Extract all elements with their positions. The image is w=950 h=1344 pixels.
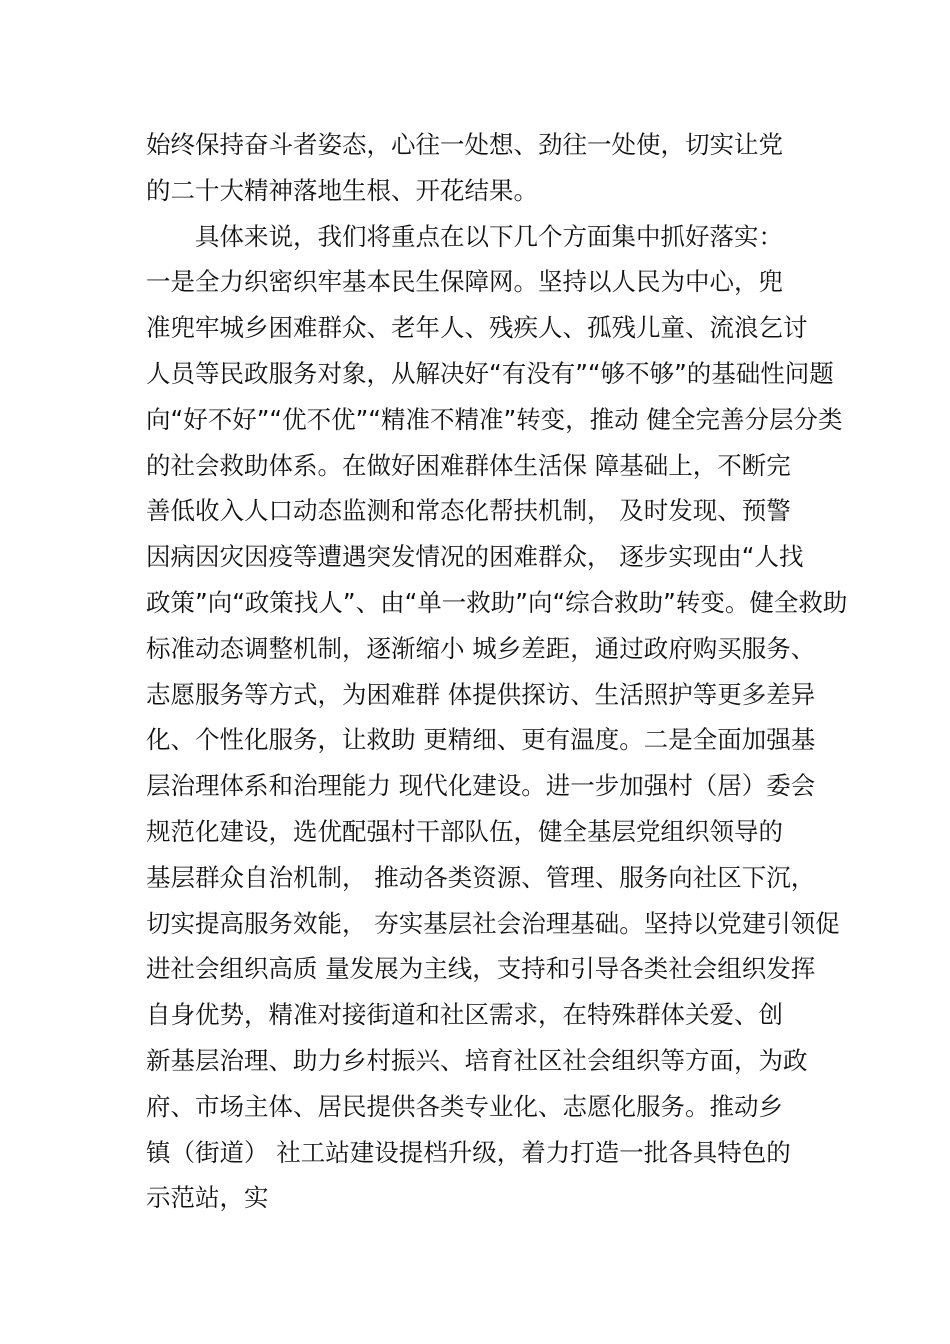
text-line: 基层群众自治机制， 推动各类资源、管理、服务向社区下沉， — [146, 862, 816, 892]
text-line: 标准动态调整机制，逐渐缩小 城乡差距，通过政府购买服务、 — [146, 633, 816, 663]
text-line: 一是全力织密织牢基本民生保障网。坚持以人民为中心，兜 — [146, 267, 783, 297]
text-line: 向“好不好”“优不优”“精准不精准”转变，推动 健全完善分层分类 — [146, 404, 843, 434]
text-line: 层治理体系和治理能力 现代化建设。进一步加强村（居）委会 — [146, 771, 816, 801]
text-line: 善低收入人口动态监测和常态化帮扶机制， 及时发现、预警 — [146, 496, 791, 526]
text-line: 新基层治理、助力乡村振兴、培育社区社会组织等方面，为政 — [146, 1045, 808, 1075]
text-line: 进社会组织高质 量发展为主线，支持和引导各类社会组织发挥 — [146, 954, 816, 984]
text-line: 府、市场主体、居民提供各类专业化、志愿化服务。推动乡 — [146, 1091, 783, 1121]
text-line: 切实提高服务效能， 夯实基层社会治理基础。坚持以党建引领促 — [146, 908, 840, 938]
text-line: 镇（街道） 社工站建设提档升级，着力打造一批各具特色的 — [146, 1137, 791, 1167]
text-line: 因病因灾因疫等遭遇突发情况的困难群众， 逐步实现由“人找 — [146, 542, 804, 572]
text-line: 规范化建设，选优配强村干部队伍，健全基层党组织领导的 — [146, 816, 783, 846]
text-line: 政策”向“政策找人”、由“单一救助”向“综合救助”转变。健全救助 — [146, 587, 848, 617]
text-line: 的社会救助体系。在做好困难群体生活保 障基础上，不断完 — [146, 450, 791, 480]
text-line: 人员等民政服务对象，从解决好“有没有”“够不够”的基础性问题 — [146, 358, 834, 388]
text-line: 准兜牢城乡困难群众、老年人、残疾人、孤残儿童、流浪乞讨 — [146, 313, 808, 343]
text-line: 化、个性化服务，让救助 更精细、更有温度。二是全面加强基 — [146, 725, 816, 755]
text-line: 志愿服务等方式，为困难群 体提供探访、生活照护等更多差异 — [146, 679, 816, 709]
text-line: 具体来说，我们将重点在以下几个方面集中抓好落实： — [146, 221, 783, 251]
text-line: 示范站，实 — [146, 1183, 269, 1213]
text-line: 自身优势，精准对接街道和社区需求，在特殊群体关爱、创 — [146, 1000, 783, 1030]
body-text — [146, 122, 846, 1221]
text-line: 始终保持奋斗者姿态，心往一处想、劲往一处使，切实让党 — [146, 130, 783, 159]
text-line: 的二十大精神落地生根、开花结果。 — [146, 175, 538, 205]
